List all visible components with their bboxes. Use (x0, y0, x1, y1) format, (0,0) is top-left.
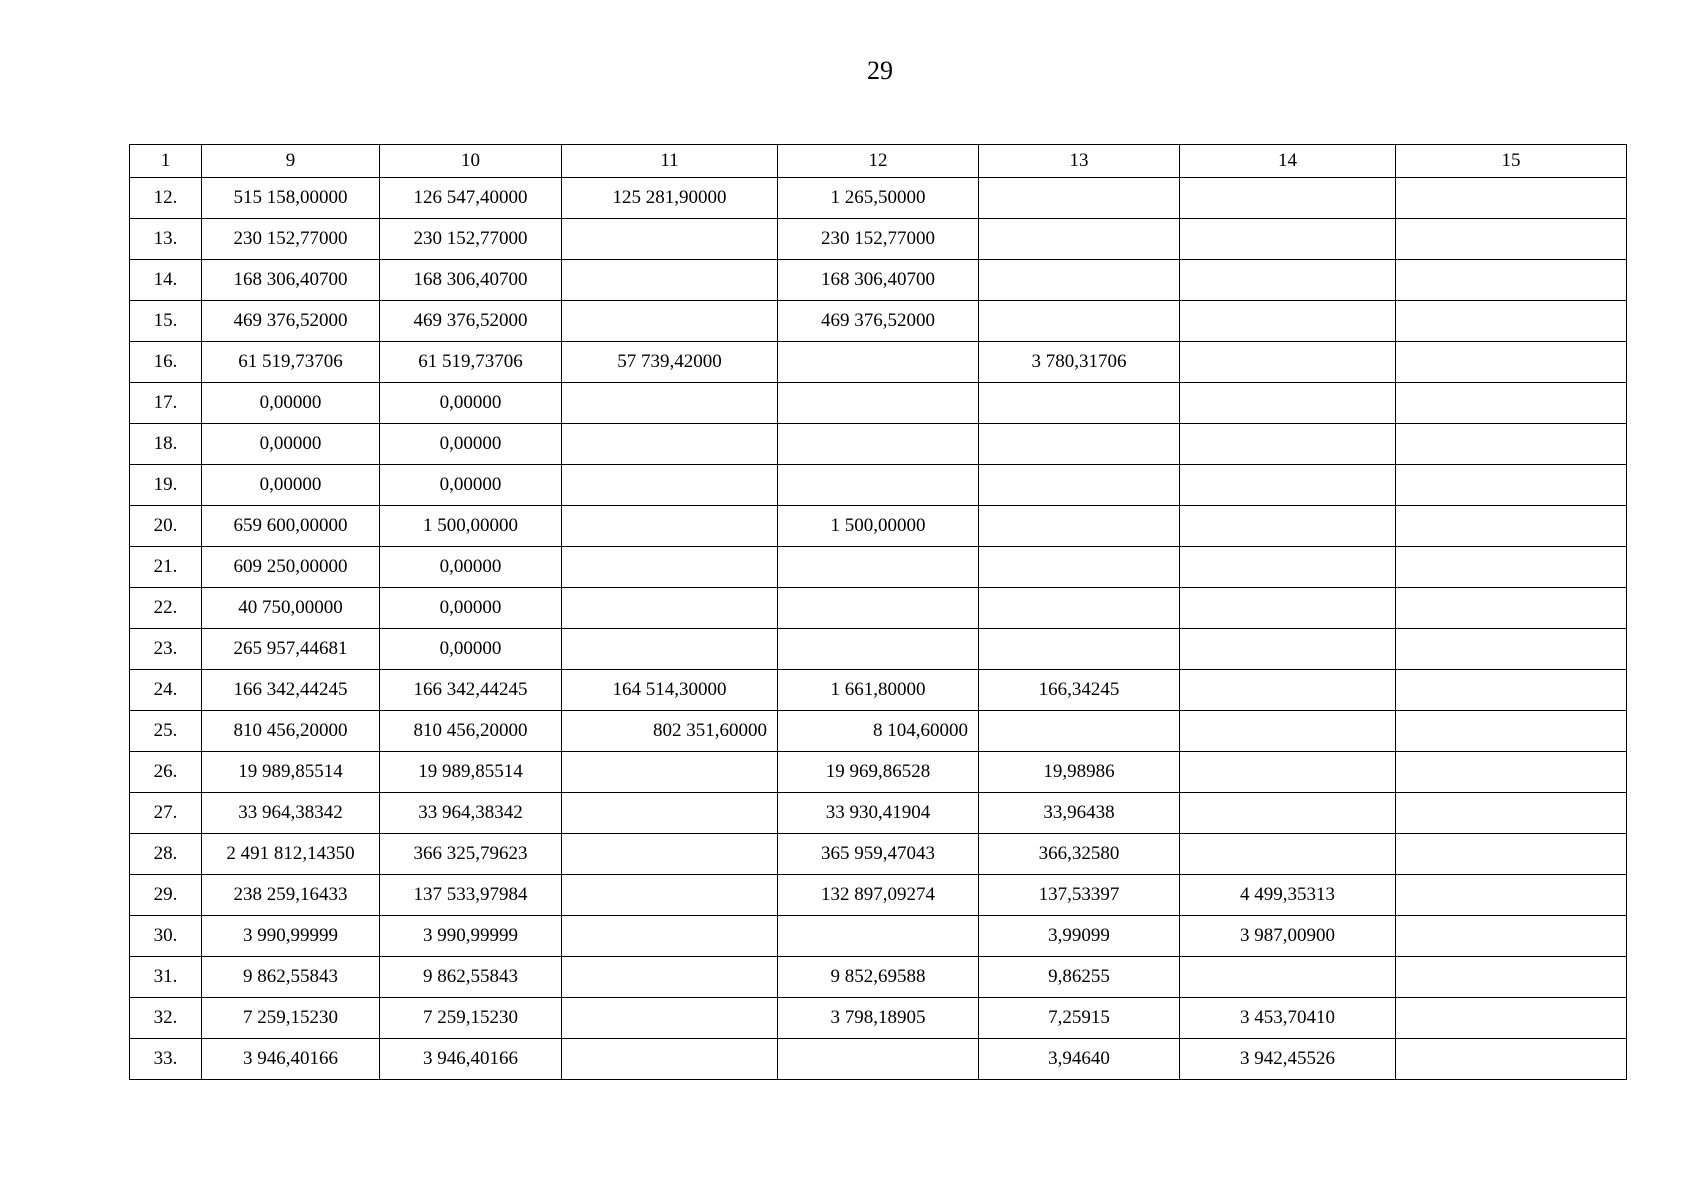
table-cell (562, 1039, 778, 1080)
table-cell: 15. (130, 301, 202, 342)
table-cell (1180, 670, 1396, 711)
table-cell (562, 834, 778, 875)
table-cell: 9,86255 (979, 957, 1180, 998)
table-cell: 0,00000 (380, 465, 562, 506)
table-cell: 19 989,85514 (380, 752, 562, 793)
table-cell (1180, 424, 1396, 465)
table-cell (979, 547, 1180, 588)
table-cell: 25. (130, 711, 202, 752)
table-cell (1396, 916, 1627, 957)
table-row (130, 711, 1627, 752)
table-cell (1396, 260, 1627, 301)
table-cell: 8 104,60000 (778, 711, 979, 752)
table-cell: 166,34245 (979, 670, 1180, 711)
table-cell (1180, 260, 1396, 301)
table-cell: 802 351,60000 (562, 711, 778, 752)
table-cell (562, 793, 778, 834)
table-cell (1396, 875, 1627, 916)
table-cell: 0,00000 (202, 465, 380, 506)
table-cell: 9 862,55843 (380, 957, 562, 998)
table-row (130, 793, 1627, 834)
table-cell: 30. (130, 916, 202, 957)
table-cell (562, 506, 778, 547)
table-cell: 7 259,15230 (380, 998, 562, 1039)
table-cell: 27. (130, 793, 202, 834)
table-cell: 230 152,77000 (778, 219, 979, 260)
table-cell (1396, 711, 1627, 752)
table-cell (979, 301, 1180, 342)
column-header: 1 (130, 145, 202, 178)
column-header: 9 (202, 145, 380, 178)
table-cell (562, 383, 778, 424)
table-cell (979, 260, 1180, 301)
table-cell (1180, 834, 1396, 875)
table-cell: 469 376,52000 (202, 301, 380, 342)
table-cell: 168 306,40700 (380, 260, 562, 301)
table-cell: 32. (130, 998, 202, 1039)
table-cell (562, 998, 778, 1039)
table-cell (1180, 301, 1396, 342)
table-cell (1396, 383, 1627, 424)
table-cell (778, 547, 979, 588)
table-cell: 137,53397 (979, 875, 1180, 916)
table-cell: 3 987,00900 (1180, 916, 1396, 957)
table-cell: 1 265,50000 (778, 178, 979, 219)
table-cell (1180, 506, 1396, 547)
table-cell: 28. (130, 834, 202, 875)
table-cell: 810 456,20000 (202, 711, 380, 752)
table-cell: 7,25915 (979, 998, 1180, 1039)
table-cell: 29. (130, 875, 202, 916)
table-cell (979, 711, 1180, 752)
table-row (130, 752, 1627, 793)
table-cell: 1 661,80000 (778, 670, 979, 711)
table-cell (1180, 342, 1396, 383)
table-cell: 3 942,45526 (1180, 1039, 1396, 1080)
table-cell: 515 158,00000 (202, 178, 380, 219)
table-cell: 1 500,00000 (380, 506, 562, 547)
table-cell: 659 600,00000 (202, 506, 380, 547)
data-table (129, 144, 1627, 1080)
table-cell: 2 491 812,14350 (202, 834, 380, 875)
table-cell: 61 519,73706 (380, 342, 562, 383)
table-cell: 19 989,85514 (202, 752, 380, 793)
table-cell: 0,00000 (380, 629, 562, 670)
table-cell (1396, 998, 1627, 1039)
table-cell (979, 465, 1180, 506)
table-row (130, 1039, 1627, 1080)
table-cell: 3 453,70410 (1180, 998, 1396, 1039)
table-cell: 12. (130, 178, 202, 219)
table-cell: 3 946,40166 (202, 1039, 380, 1080)
table-cell (979, 383, 1180, 424)
table-header-row (130, 145, 1627, 178)
table-cell (562, 219, 778, 260)
table-cell (562, 752, 778, 793)
table-cell (1396, 547, 1627, 588)
table-cell: 17. (130, 383, 202, 424)
table-cell (778, 1039, 979, 1080)
table-cell (1180, 178, 1396, 219)
table-cell: 3,94640 (979, 1039, 1180, 1080)
table-cell (778, 629, 979, 670)
column-header: 13 (979, 145, 1180, 178)
table-cell (979, 424, 1180, 465)
table-row (130, 957, 1627, 998)
table-cell (778, 916, 979, 957)
table-cell (979, 588, 1180, 629)
table-cell: 18. (130, 424, 202, 465)
table-cell: 40 750,00000 (202, 588, 380, 629)
table-cell (562, 260, 778, 301)
table-cell (979, 178, 1180, 219)
table-cell: 20. (130, 506, 202, 547)
table-cell: 24. (130, 670, 202, 711)
table-row (130, 424, 1627, 465)
table-cell (562, 301, 778, 342)
table-cell (1396, 178, 1627, 219)
table-cell: 166 342,44245 (380, 670, 562, 711)
table-cell: 265 957,44681 (202, 629, 380, 670)
table-cell: 166 342,44245 (202, 670, 380, 711)
table-cell (778, 383, 979, 424)
table-row (130, 916, 1627, 957)
table-body (130, 178, 1627, 1080)
table-cell: 14. (130, 260, 202, 301)
table-cell: 0,00000 (380, 424, 562, 465)
table-cell: 33 964,38342 (380, 793, 562, 834)
table-cell (1396, 342, 1627, 383)
table-cell: 26. (130, 752, 202, 793)
table-cell: 23. (130, 629, 202, 670)
table-cell (1180, 383, 1396, 424)
table-cell (1180, 752, 1396, 793)
table-cell: 3 990,99999 (380, 916, 562, 957)
table-cell: 0,00000 (202, 424, 380, 465)
table-cell: 61 519,73706 (202, 342, 380, 383)
table-cell: 0,00000 (380, 588, 562, 629)
table-row (130, 260, 1627, 301)
page-number: 29 (867, 56, 893, 85)
table-cell: 3,99099 (979, 916, 1180, 957)
table-cell (778, 588, 979, 629)
table-row (130, 506, 1627, 547)
column-header: 12 (778, 145, 979, 178)
table-row (130, 465, 1627, 506)
table-cell (562, 957, 778, 998)
table-row (130, 342, 1627, 383)
table-cell (1396, 219, 1627, 260)
column-header: 14 (1180, 145, 1396, 178)
table-cell: 4 499,35313 (1180, 875, 1396, 916)
table-cell: 21. (130, 547, 202, 588)
table-cell: 0,00000 (202, 383, 380, 424)
table-cell: 132 897,09274 (778, 875, 979, 916)
table-cell (1180, 547, 1396, 588)
column-header: 10 (380, 145, 562, 178)
table-cell (1396, 834, 1627, 875)
table-cell (1180, 465, 1396, 506)
table-cell (1180, 588, 1396, 629)
table-cell (562, 465, 778, 506)
table-row (130, 998, 1627, 1039)
table-cell (562, 875, 778, 916)
table-cell: 365 959,47043 (778, 834, 979, 875)
table-cell: 22. (130, 588, 202, 629)
table-cell (1180, 957, 1396, 998)
table-cell: 126 547,40000 (380, 178, 562, 219)
table-cell: 164 514,30000 (562, 670, 778, 711)
table-cell: 3 946,40166 (380, 1039, 562, 1080)
table-cell: 1 500,00000 (778, 506, 979, 547)
table-cell: 469 376,52000 (380, 301, 562, 342)
table-cell: 810 456,20000 (380, 711, 562, 752)
table-cell: 168 306,40700 (202, 260, 380, 301)
table-cell: 366 325,79623 (380, 834, 562, 875)
table-cell (562, 547, 778, 588)
table-cell: 469 376,52000 (778, 301, 979, 342)
table-cell (1396, 752, 1627, 793)
table-cell: 31. (130, 957, 202, 998)
column-header: 15 (1396, 145, 1627, 178)
table-cell (1396, 588, 1627, 629)
table-cell: 9 852,69588 (778, 957, 979, 998)
table-cell: 609 250,00000 (202, 547, 380, 588)
table-cell: 230 152,77000 (380, 219, 562, 260)
table-row (130, 547, 1627, 588)
table-cell (562, 629, 778, 670)
table-row (130, 383, 1627, 424)
table-cell (1180, 793, 1396, 834)
table-cell (1396, 793, 1627, 834)
table-cell: 0,00000 (380, 383, 562, 424)
table-cell (778, 342, 979, 383)
table-cell: 19,98986 (979, 752, 1180, 793)
table-row (130, 670, 1627, 711)
table-cell (1180, 629, 1396, 670)
table-cell: 125 281,90000 (562, 178, 778, 219)
table-cell: 13. (130, 219, 202, 260)
table-cell: 33,96438 (979, 793, 1180, 834)
table-cell (979, 506, 1180, 547)
table-cell (1396, 465, 1627, 506)
table-cell: 230 152,77000 (202, 219, 380, 260)
table-cell (778, 465, 979, 506)
table-cell (1180, 711, 1396, 752)
table-cell: 238 259,16433 (202, 875, 380, 916)
table-cell (979, 629, 1180, 670)
table-cell: 3 990,99999 (202, 916, 380, 957)
table-cell (979, 219, 1180, 260)
table-row (130, 301, 1627, 342)
table-row (130, 219, 1627, 260)
table-cell (562, 588, 778, 629)
table-cell (778, 424, 979, 465)
table-cell (1396, 1039, 1627, 1080)
table-cell (1180, 219, 1396, 260)
table-row (130, 875, 1627, 916)
table-cell (562, 424, 778, 465)
column-header: 11 (562, 145, 778, 178)
table-cell: 19 969,86528 (778, 752, 979, 793)
table-row (130, 834, 1627, 875)
table-cell: 57 739,42000 (562, 342, 778, 383)
table-cell: 0,00000 (380, 547, 562, 588)
table-cell (1396, 629, 1627, 670)
table-cell (1396, 506, 1627, 547)
table-cell (1396, 424, 1627, 465)
table-cell: 33. (130, 1039, 202, 1080)
table-cell: 9 862,55843 (202, 957, 380, 998)
table-row (130, 178, 1627, 219)
table-cell: 3 798,18905 (778, 998, 979, 1039)
table-cell: 366,32580 (979, 834, 1180, 875)
table-cell: 33 930,41904 (778, 793, 979, 834)
table-row (130, 629, 1627, 670)
table-cell: 168 306,40700 (778, 260, 979, 301)
table-cell (1396, 301, 1627, 342)
table-cell (562, 916, 778, 957)
table-cell (1396, 670, 1627, 711)
table-cell: 16. (130, 342, 202, 383)
table-cell: 137 533,97984 (380, 875, 562, 916)
table-cell (1396, 957, 1627, 998)
table-cell: 33 964,38342 (202, 793, 380, 834)
table-row (130, 588, 1627, 629)
table-cell: 7 259,15230 (202, 998, 380, 1039)
table-cell: 19. (130, 465, 202, 506)
table-cell: 3 780,31706 (979, 342, 1180, 383)
